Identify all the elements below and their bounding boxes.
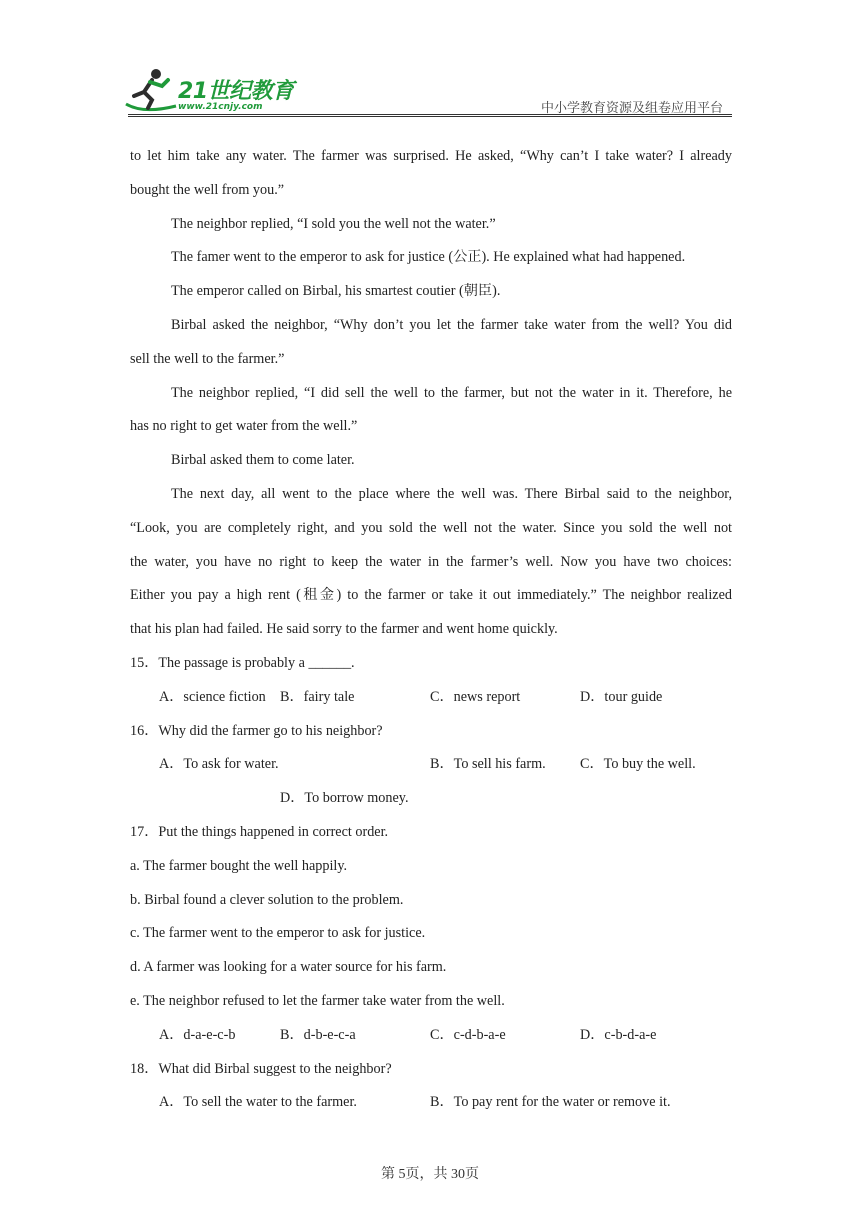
platform-subtitle: 中小学教育资源及组卷应用平台 bbox=[540, 101, 723, 116]
q17-event-item: e. The neighbor refused to let the farmer take water from the well. bbox=[130, 992, 505, 1009]
q16-option-d[interactable]: D．To borrow money. bbox=[280, 790, 409, 807]
question-18-stem: 18．What did Birbal suggest to the neighbor? bbox=[130, 1060, 392, 1077]
q17-event-item: b. Birbal found a clever solution to the problem. bbox=[130, 891, 404, 908]
q18-option-a[interactable]: A．To sell the water to the farmer. bbox=[159, 1094, 357, 1111]
passage-line: Birbal asked them to come later. bbox=[171, 452, 355, 469]
page-header bbox=[0, 0, 860, 120]
passage-line: The famer went to the emperor to ask for justice (公正). He explained what had happened. bbox=[171, 249, 686, 266]
q16-option-c[interactable]: C．To buy the well. bbox=[580, 756, 696, 773]
header-divider-secondary bbox=[128, 116, 732, 117]
question-18-options bbox=[130, 1086, 732, 1120]
passage-line: Birbal asked the neighbor, “Why don’t you let the farmer take water from the well? You did bbox=[171, 316, 732, 333]
question-16-options bbox=[130, 748, 732, 782]
passage-line: that his plan had failed. He said sorry to the farmer and went home quickly. bbox=[130, 621, 558, 638]
passage-line: The neighbor replied, “I did sell the well to the farmer, but not the water in it. Therefore, he bbox=[171, 384, 732, 401]
runner-icon bbox=[122, 66, 180, 116]
q17-event-item: a. The farmer bought the well happily. bbox=[130, 857, 348, 874]
passage-line: The next day, all went to the place where the well was. There Birbal said to the neighbor, bbox=[171, 485, 732, 502]
question-16-stem: 16．Why did the farmer go to his neighbor? bbox=[130, 722, 383, 739]
q17-event-item: c. The farmer went to the emperor to ask for justice. bbox=[130, 925, 426, 942]
passage-line: sell the well to the farmer.” bbox=[130, 350, 285, 367]
question-16-options-row2 bbox=[130, 782, 732, 816]
q16-option-a[interactable]: A．To ask for water. bbox=[159, 756, 279, 773]
passage-line: the water, you have no right to keep the water in the farmer’s well. Now you have two choices: bbox=[130, 553, 732, 570]
q17-option-a[interactable]: A．d-a-e-c-b bbox=[159, 1026, 236, 1043]
q16-option-b[interactable]: B．To sell his farm. bbox=[430, 756, 546, 773]
q15-option-d[interactable]: D．tour guide bbox=[580, 688, 663, 705]
q17-option-d[interactable]: D．c-b-d-a-e bbox=[580, 1026, 657, 1043]
q17-option-b[interactable]: B．d-b-e-c-a bbox=[280, 1026, 356, 1043]
passage-line: The emperor called on Birbal, his smartest coutier (朝臣). bbox=[171, 283, 501, 300]
passage-line: “Look, you are completely right, and you sold the well not the water. Since you sold the well not bbox=[130, 519, 732, 536]
header-divider bbox=[128, 114, 732, 115]
page-body bbox=[130, 140, 732, 1120]
passage-line: Either you pay a high rent (租金) to the farmer or take it out immediately.” The neighbor realized bbox=[130, 587, 732, 604]
question-17-stem: 17．Put the things happened in correct order. bbox=[130, 823, 389, 840]
q17-event-item: d. A farmer was looking for a water source for his farm. bbox=[130, 959, 447, 976]
passage-line: bought the well from you.” bbox=[130, 181, 285, 198]
q15-option-b[interactable]: B．fairy tale bbox=[280, 688, 355, 705]
logo-url: www.21cnjy.com bbox=[178, 102, 263, 112]
passage-line: The neighbor replied, “I sold you the well not the water.” bbox=[171, 215, 496, 232]
question-15-options bbox=[130, 681, 732, 715]
passage-line: has no right to get water from the well.” bbox=[130, 418, 358, 435]
passage-line: to let him take any water. The farmer was surprised. He asked, “Why can’t I take water? I already bbox=[130, 148, 732, 164]
question-17-options bbox=[130, 1019, 732, 1053]
logo-text: 21世纪教育 bbox=[178, 79, 294, 104]
question-15-stem: 15．The passage is probably a ______. bbox=[130, 654, 355, 671]
q18-option-b[interactable]: B．To pay rent for the water or remove it. bbox=[430, 1094, 671, 1111]
q17-option-c[interactable]: C．c-d-b-a-e bbox=[430, 1026, 506, 1043]
page-number: 第 5页，共 30页 bbox=[381, 1167, 479, 1182]
q15-option-c[interactable]: C．news report bbox=[430, 688, 521, 705]
q15-option-a[interactable]: A．science fiction bbox=[159, 688, 266, 705]
site-logo bbox=[122, 66, 292, 116]
